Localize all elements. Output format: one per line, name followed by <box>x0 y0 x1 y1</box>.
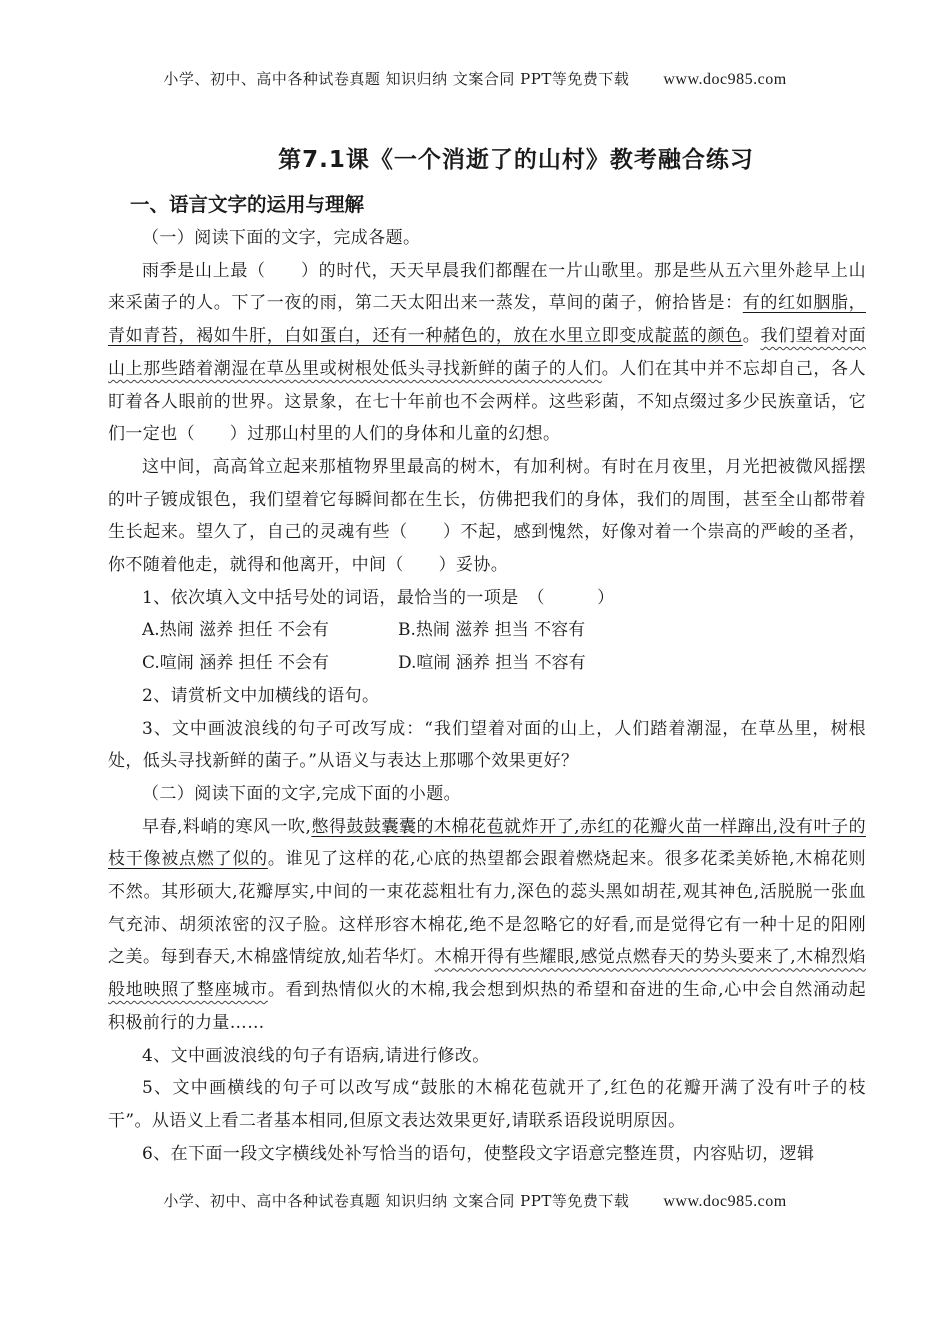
underlined-sentence-2: 憋得鼓鼓囊囊的木棉花苞就炸开了,赤红的花瓣火苗一样蹿出,没有叶子的枝干像被点燃了似的 <box>108 816 866 870</box>
option-a: A.热闹 滋养 担任 不会有 <box>142 620 329 641</box>
question-1: 1、依次填入文中括号处的词语，最恰当的一项是 （ ） <box>142 587 615 608</box>
page-footer <box>0 1190 950 1211</box>
passage1-text-e: 。人们在其中并不忘却自己，各人盯着各人眼前的世界。这景象，在七十年前也不会两样。这些彩菌，不知点缀过多少民族童话，它们一定也（ ）过那山村里的人们的身体和儿童的幻想。 <box>108 358 866 445</box>
header-url[interactable]: www.doc985.com <box>663 71 787 88</box>
wavy-underlined-sentence: 我们望着对面山上那些踏着潮湿在草丛里或树根处低头寻找新鲜的菌子的人们 <box>108 326 867 379</box>
question-4: 4、文中画波浪线的句子有语病,请进行修改。 <box>142 1045 490 1066</box>
question-2: 2、请赏析文中加横线的语句。 <box>142 685 380 706</box>
question-6: 6、在下面一段文字横线处补写恰当的语句，使整段文字语意完整连贯，内容贴切，逻辑 <box>142 1143 815 1164</box>
passage2-paragraph <box>108 811 866 1040</box>
header-text: 小学、初中、高中各种试卷真题 知识归纳 文案合同 PPT等免费下载 <box>163 70 630 88</box>
passage2-text-e: 。看到热情似火的木棉,我会想到炽热的希望和奋进的生命,心中会自然涌动起积极前行的力量…… <box>108 980 866 1033</box>
passage2-text-a: 早春,料峭的寒风一吹, <box>142 816 312 837</box>
option-b: B.热闹 滋养 担当 不容有 <box>398 620 586 641</box>
page-header <box>0 68 950 89</box>
options-row-2 <box>142 647 866 680</box>
option-d: D.喧闹 涵养 担当 不容有 <box>398 653 586 674</box>
question-1-options <box>108 614 866 679</box>
passage2-text-c: 。谁见了这样的花,心底的热望都会跟着燃烧起来。很多花柔美娇艳,木棉花则不然。其形硕大,花瓣厚实,中间的一束花蕊粗壮有力,深色的蕊头黑如胡茬,观其神色,活脱脱一张血气充沛、胡须浓密的汉子脸。这样形容木棉花,绝不是忽略它的好看,而是觉得它有一种十足的阳刚之美。每到春天,木棉盛情绽放,灿若华灯。 <box>108 849 866 968</box>
part2-label: （二）阅读下面的文字,完成下面的小题。 <box>142 783 462 804</box>
passage1-paragraph2: 这中间，高高耸立起来那植物界里最高的树木，有加利树。有时在月夜里，月光把被微风摇摆的叶子镀成银色，我们望着它每瞬间都在生长，仿佛把我们的身体，我们的周围，甚至全山都带着生长起来。望久了，自己的灵魂有些（ ）不起，感到愧然，好像对着一个崇高的严峻的圣者，你不随着他走，就得和他离开，中间（ ）妥协。 <box>108 456 866 576</box>
footer-url[interactable]: www.doc985.com <box>663 1193 787 1210</box>
page-title: 第7.1课《一个消逝了的山村》教考融合练习 <box>278 147 754 173</box>
underlined-sentence: 有的红如胭脂，青如青苔，褐如牛肝，白如蛋白，还有一种赭色的，放在水里立即变成靛蓝的颜色 <box>108 293 866 347</box>
passage1-text-a: 雨季是山上最（ ）的时代，天天早晨我们都醒在一片山歌里。那是些从五六里外趁早上山来采菌子的人。下了一夜的雨，第二天太阳出来一蒸发，草间的菌子，俯拾皆是： <box>108 260 866 314</box>
footer-text: 小学、初中、高中各种试卷真题 知识归纳 文案合同 PPT等免费下载 <box>163 1192 630 1210</box>
question-3: 3、文中画波浪线的句子可改写成：“我们望着对面的山上，人们踏着潮湿，在草丛里，树根处，低头寻找新鲜的菌子。”从语义与表达上那哪个效果更好？ <box>108 718 866 772</box>
option-c: C.喧闹 涵养 担任 不会有 <box>142 653 330 674</box>
options-row-1 <box>142 614 866 647</box>
question-5: 5、文中画横线的句子可以改写成“鼓胀的木棉花苞就开了,红色的花瓣开满了没有叶子的枝干”。从语义上看二者基本相同,但原文表达效果更好,请联系语段说明原因。 <box>108 1078 866 1131</box>
document-body <box>108 130 866 1170</box>
wavy-underlined-sentence-2: 木棉开得有些耀眼,感觉点燃春天的势头要来了,木棉烈焰般地映照了整座城市 <box>108 947 866 1001</box>
section-heading: 一、语言文字的运用与理解 <box>130 193 365 216</box>
part1-label: （一）阅读下面的文字，完成各题。 <box>142 228 421 248</box>
passage1-text-c: 。 <box>742 326 761 347</box>
passage1-paragraph1 <box>108 255 866 451</box>
